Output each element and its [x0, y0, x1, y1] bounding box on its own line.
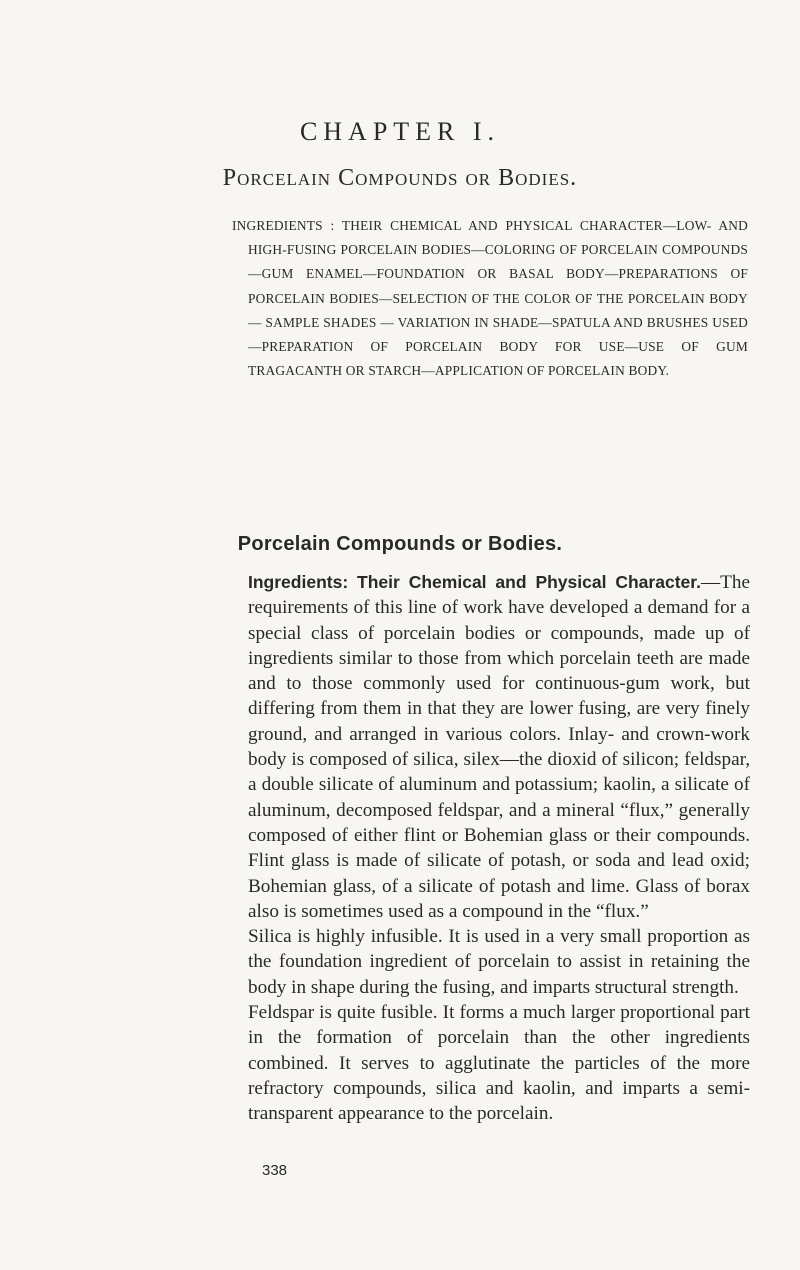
paragraph-2: Silica is highly infusible. It is used in a very small proportion as the foundation ingredient of porcelain to assist in retaining the body in shape during the fusing, and imparts structural strength.	[248, 926, 750, 998]
chapter-heading: CHAPTER I.	[299, 117, 501, 146]
paragraph-3: Feldspar is quite fusible. It forms a much larger proportional part in the formation of porcelain than the other ingredients combined. It serves to agglutinate the particles of the more refractory compounds, silica and kaolin, and imparts a semi-transparent appearance to the porcelain.	[248, 1002, 750, 1125]
run-in-heading: Ingredients: Their Chemical and Physical Character.	[248, 572, 701, 592]
body-text	[248, 570, 750, 1127]
section-title: Porcelain Compounds or Bodies.	[237, 533, 563, 555]
page-number: 338	[262, 1162, 288, 1179]
paragraph-1	[248, 570, 750, 924]
chapter-synopsis: INGREDIENTS : THEIR CHEMICAL AND PHYSICAL CHARACTER—LOW- AND HIGH-FUSING PORCELAIN BODIES—COLORING OF PORCELAIN COMPOUNDS—GUM ENAMEL—FOUNDATION OR BASAL BODY—PREPARATIONS OF PORCELAIN BODIES—SELECTION OF THE COLOR OF THE PORCELAIN BODY — SAMPLE SHADES — VARIATION IN SHADE—SPATULA AND BRUSHES USED—PREPARATION OF PORCELAIN BODY FOR USE—USE OF GUM TRAGACANTH OR STARCH—APPLICATION OF PORCELAIN BODY.	[232, 218, 748, 379]
paragraph-1-text: —The requirements of this line of work have developed a demand for a special class of porcelain bodies or compounds, made up of ingredients similar to those from which porcelain teeth are made and to those commonly used for continuous-gum work, but differing from them in that they are lower fusing, are very finely ground, and arranged in various colors. Inlay- and crown-work body is composed of silica, silex—the dioxid of silicon; feldspar, a double silicate of aluminum and potassium; kaolin, a silicate of aluminum, decomposed feldspar, and a mineral “flux,” generally composed of either flint or Bohemian glass or their compounds. Flint glass is made of silicate of potash, or soda and lead oxid; Bohemian glass, of a silicate of potash and lime. Glass of borax also is sometimes used as a compound in the “flux.”	[248, 572, 750, 922]
chapter-title: Porcelain Compounds or Bodies.	[222, 165, 578, 191]
